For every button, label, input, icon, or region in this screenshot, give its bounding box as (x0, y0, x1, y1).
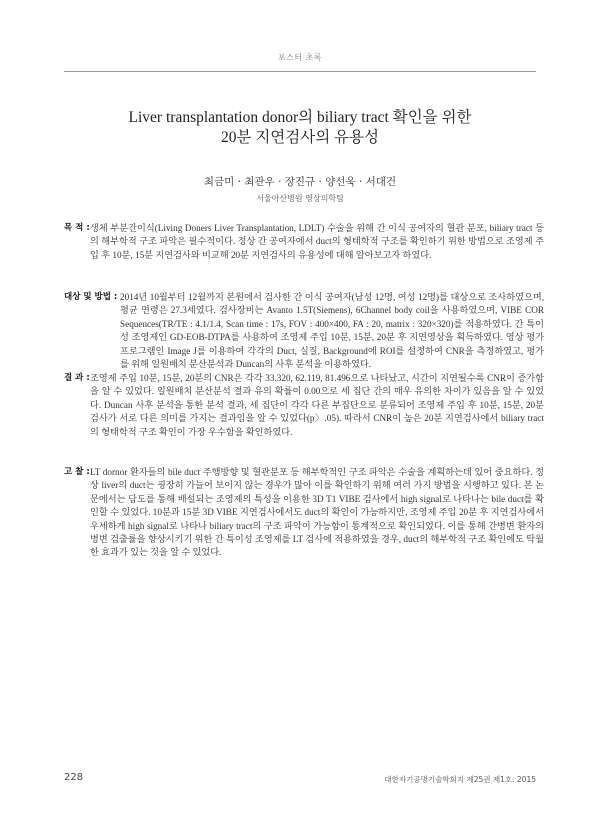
running-header: 포스터 초록 (277, 53, 323, 62)
title-line-1: Liver transplantation donor의 biliary tract 확인을 위한 (128, 109, 472, 126)
section-text-purpose: 생체 부분간이식(Living Doners Liver Transplantation, LDLT) 수술을 위해 간 이식 공여자의 혈관 분포, biliary tract 등의 해부학적 구조 파악은 필수적이다. 정상 간 공여자에서 duct의 형태학적 구조를 확인하기 위한 방법으로 조영제 주입 후 10분, 15분 지연검사와 비교해 20분 지연검사의 유용성에 대해 알아보고자 하였다. (90, 223, 544, 260)
section-purpose (64, 222, 544, 262)
section-text-results: 조영제 주입 10분, 15분, 20분의 CNR은 각각 33.320, 62.119, 81.496으로 나타났고, 시간이 지연될수록 CNR이 증가함을 알 수 있었다. 일원배치 분산분석 결과 유의 확률이 0.00으로 세 집단 간의 매우 유의한 차이가 있음을 알 수 있었다. Duncan 사후 분석을 통한 분석 결과, 세 집단이 각각 다른 부집단으로 분류되어 조영제 주입 후 10분, 15분, 20분 검사가 서로 다른 의미를 가지는 결과임을 알 수 있었다(p〉.05). 따라서 CNR이 높은 20분 지연검사에서 biliary tract의 형태학적 구조 확인이 가장 우수함을 확인하였다. (90, 373, 544, 437)
page-number: 228 (64, 772, 84, 783)
header-divider (64, 71, 536, 72)
section-discussion (64, 466, 544, 560)
section-label-purpose: 목 적 : (64, 223, 90, 233)
author-list: 최금미 · 최관우 · 장진규 · 양선욱 · 서대건 (203, 176, 397, 188)
journal-citation: 대한자기공명기술학회지 제25권 제1호. 2015 (384, 775, 536, 784)
section-label-methods: 대상 및 방법 : (64, 292, 118, 302)
section-results (64, 372, 544, 439)
affiliation: 서울아산병원 영상의학팀 (256, 194, 344, 203)
section-text-discussion: LT dornor 환자들의 bile duct 주행방향 및 혈관분포 등 해부학적인 구조 파악은 수술을 계획하는데 있어 중요하다. 정상 liver의 duct는 굉장히 가늘어 보이지 않는 경우가 많아 이를 확인하기 위해 여러 가지 방법을 시행하고 있다. 본 논문에서는 담도를 통해 배설되는 조영제의 특성을 이용한 3D T1 VIBE 검사에서 high signal로 나타나는 bile duct를 확인할 수 있었다. 10분과 15분 3D VIBE 지연검사에서도 duct의 확인이 가능하지만, 조영제 주입 20분 후 지연검사에서 우세하게 high signal로 나타나 biliary tract의 구조 파악이 가능함이 통계적으로 확인되었다. 이를 통해 간병변 환자의 병변 검출률을 향상시키기 위한 간 특이성 조영제를 LT 검사에 적용하였을 경우, duct의 해부학적 구조 확인에도 탁월한 효과가 있는 것을 알 수 있었다. (90, 467, 544, 558)
section-label-results: 결 과 : (64, 373, 90, 383)
paper-title (60, 108, 540, 148)
title-line-2: 20분 지연검사의 유용성 (220, 129, 379, 146)
section-methods (64, 291, 544, 371)
section-text-methods: 2014년 10월부터 12월까지 본원에서 검사한 간 이식 공여자(남성 12명, 여성 12명)를 대상으로 조사하였으며, 평균 연령은 27.3세였다. 검사장비는 Avanto 1.5T(Siemens), 6Channel body coil을 사용하였으며, VIBE COR Sequences(TR/TE : 4.1/1.4, Scan time : 17s, FOV : 400×400, FA : 20, matrix : 320×320)를 적용하였다. 간 특이성 조영제인 GD-EOB-DTPA를 사용하여 조영제 주입 10분, 15분, 20분 후 지연영상을 획득하였다. 영상 평가프로그램인 Image J를 이용하여 각각의 Duct, 실질, Background에 ROI를 설정하여 CNR을 측정하였고, 평가를 위해 일원배치 분산분석과 Duncan의 사후 분석을 이용하였다. (120, 292, 544, 370)
section-label-discussion: 고 찰 : (64, 467, 90, 477)
